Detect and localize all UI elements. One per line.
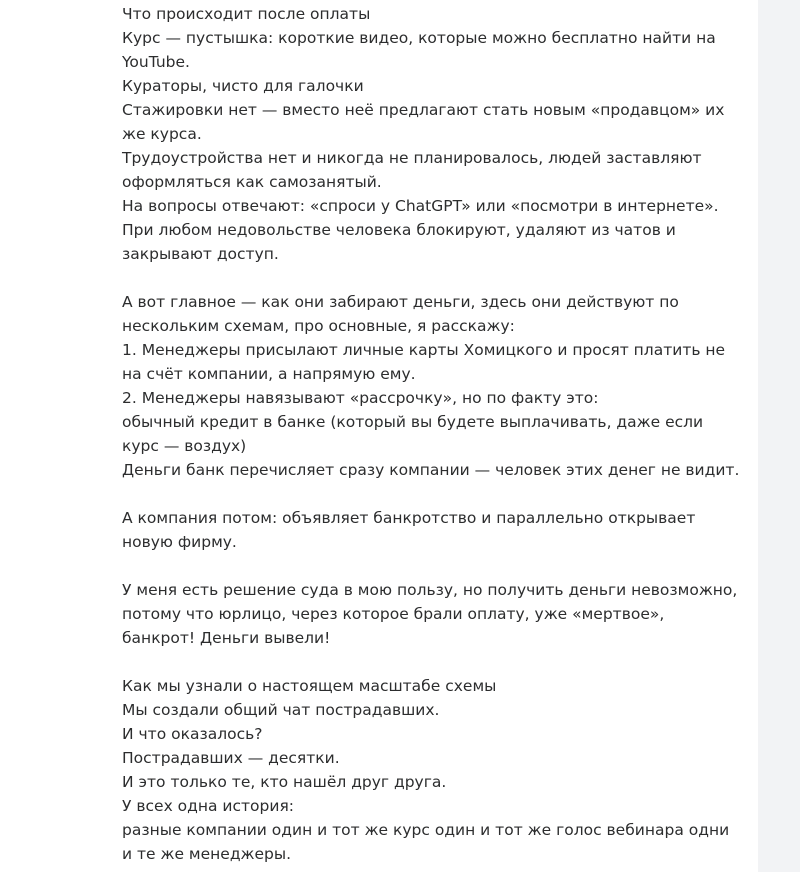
right-sidebar-gutter	[758, 0, 800, 872]
paragraph-after-payment: Что происходит после оплаты Курс — пустышка: короткие видео, которые можно бесплатно найти на YouTube. Кураторы, чисто для галочки Стажировки нет — вместо неё предлагают стать новым «продавцом» их же курса. Трудоустройства нет и никогда не планировалось, людей заставляют оформляться как самозанятый. На вопросы отвечают: «спроси у ChatGPT» или «посмотри в интернете». При любом недовольстве человека блокируют, удаляют из чатов и закрывают доступ.	[122, 5, 725, 263]
paragraph-court-decision: У меня есть решение суда в мою пользу, но получить деньги невозможно, потому что юрлицо, через которое брали оплату, уже «мертвое», банкрот! Деньги вывели!	[122, 581, 738, 647]
paragraph-scheme-scale: Как мы узнали о настоящем масштабе схемы Мы создали общий чат пострадавших. И что оказалось? Пострадавших — десятки. И это только те, кто нашёл друг друга. У всех одна история: разные компании один и тот же курс один и тот же голос вебинара одни и те же менеджеры.	[122, 677, 730, 863]
article-body	[122, 2, 742, 866]
paragraph-bankruptcy: А компания потом: объявляет банкротство и параллельно открывает новую фирму.	[122, 509, 696, 551]
paragraph-money-schemes: А вот главное — как они забирают деньги, здесь они действуют по нескольким схемам, про основные, я расскажу: 1. Менеджеры присылают личные карты Хомицкого и просят платить не на счёт компании, а напрямую ему. 2. Менеджеры навязывают «рассрочку», но по факту это: обычный кредит в банке (который вы будете выплачивать, даже если курс — воздух) Деньги банк перечисляет сразу компании — человек этих денег не видит.	[122, 293, 740, 479]
